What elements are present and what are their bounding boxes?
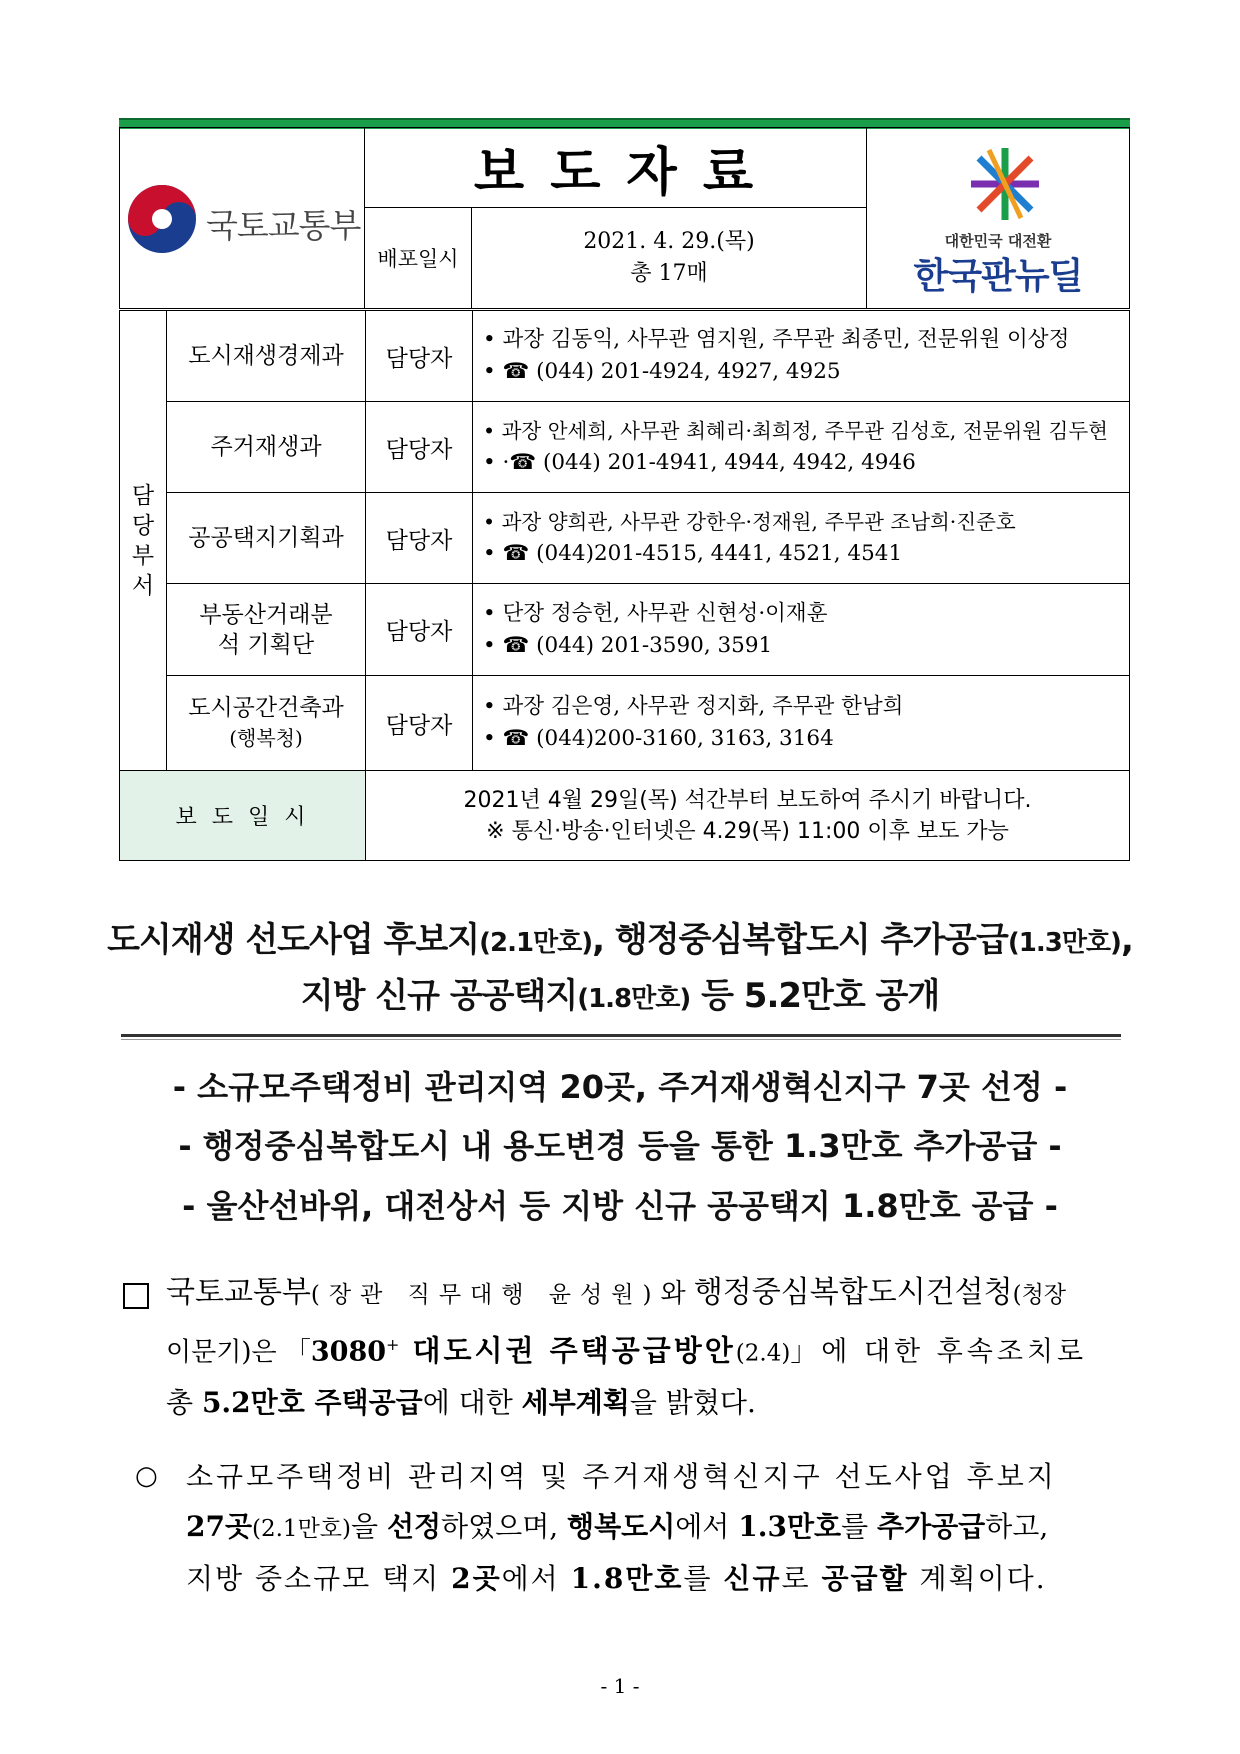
headline-text: , 행정중심복합도시 추가공급: [592, 920, 1008, 960]
headline-paren: (1.8만호): [577, 984, 691, 1014]
para2-text: 에서: [501, 1562, 571, 1595]
embargo-line2: ※ 통신·방송·인터넷은 4.29(목) 11:00 이후 보도 가능: [486, 818, 1009, 844]
dept-role: 담당자: [366, 584, 473, 676]
headline-paren: (1.3만호): [1007, 928, 1121, 958]
para2-line1: 소규모주택정비 관리지역 및 주거재생혁신지구 선도사업 후보지: [186, 1460, 1057, 1493]
embargo-info: [366, 771, 1130, 861]
subheading: - 행정중심복합도시 내 용도변경 등을 통한 1.3만호 추가공급 -: [178, 1127, 1062, 1165]
release-info: [472, 208, 867, 309]
bullet-icon: •: [483, 419, 502, 443]
phone-icon: ☎: [502, 726, 537, 751]
phone-icon: ☎: [502, 359, 537, 384]
departments-label-cell: [120, 311, 167, 771]
headline-divider: [121, 1034, 1121, 1037]
doc-type-title: 보 도 자 료: [365, 128, 867, 208]
dept-staff: 과장 김은영, 사무관 정지화, 주무관 한남희: [502, 694, 904, 719]
para1-text: 이문기)은 「: [166, 1337, 311, 1368]
para1-text: 」에 대한 후속조치로: [790, 1336, 1088, 1368]
new-deal-slogan-small: 대한민국 대전환: [944, 232, 1052, 250]
bullet-icon: •: [483, 600, 503, 626]
page-count: 총 17매: [630, 261, 708, 286]
bullet-icon: •: [483, 510, 502, 534]
dept-phone: (044)201-4515, 4441, 4521, 4541: [536, 541, 903, 566]
subheading: - 소규모주택정비 관리지역 20곳, 주거재생혁신지구 7곳 선정 -: [172, 1068, 1068, 1106]
dept-name-text: 부동산거래분석 기획단: [199, 601, 333, 658]
bullet-icon: •: [483, 541, 503, 566]
dept-sub: (행복청): [229, 726, 303, 750]
para2-text: 에서: [675, 1510, 739, 1543]
release-label: 배포일시: [365, 208, 472, 309]
dept-name: 도시재생경제과: [167, 311, 366, 402]
dept-contact: [473, 493, 1130, 584]
para2-text: 를: [683, 1562, 724, 1595]
para2-text: 1.3만호: [738, 1510, 842, 1543]
bullet-icon: •: [483, 726, 503, 751]
dept-contact: [473, 402, 1130, 493]
headline-text: 도시재생 선도사업 후보지: [107, 920, 480, 960]
headline-text: 지방 신규 공공택지: [300, 976, 578, 1016]
para2-text: 1.8만호: [570, 1562, 684, 1595]
new-deal-star-icon: [965, 144, 1045, 224]
headline-line1: [0, 912, 1240, 961]
para1-text: 국토교통부: [166, 1275, 311, 1310]
dept-contact: [473, 676, 1130, 771]
bullet-icon: •: [483, 450, 503, 475]
circle-bullet-icon: ○: [135, 1461, 158, 1491]
dept-staff: 단장 정승헌, 사무관 신현성·이재훈: [502, 600, 828, 626]
para2-text: 를: [841, 1510, 878, 1543]
para1-text: 5.2만호 주택공급: [201, 1386, 423, 1420]
dept-name: 공공택지기획과: [167, 493, 366, 584]
subheading: - 울산선바위, 대전상서 등 지방 신규 공공택지 1.8만호 공급 -: [182, 1187, 1058, 1225]
embargo-line1: 2021년 4월 29일(목) 석간부터 보도하여 주시기 바랍니다.: [463, 787, 1032, 813]
para2-text: 하였으며,: [441, 1510, 568, 1543]
para2-text: 신규: [723, 1562, 782, 1595]
dept-phone: (044) 201-4924, 4927, 4925: [536, 359, 841, 384]
para2-text: (2.1만호): [252, 1516, 351, 1542]
para2-text: 선정: [386, 1510, 442, 1543]
dept-name: 주거재생과: [167, 402, 366, 493]
dept-phone: (044) 201-4941, 4944, 4942, 4946: [542, 450, 916, 475]
para1-text: 세부계획: [521, 1386, 630, 1420]
dept-role: 담당자: [366, 676, 473, 771]
press-header-table: [119, 127, 1130, 309]
headline-paren: (2.1만호): [479, 928, 593, 958]
para1-text: 와: [660, 1279, 694, 1309]
paragraph-1: [166, 1268, 1126, 1428]
para1-text: 행정중심복합도시건설청: [693, 1275, 1013, 1310]
para1-text: (청장: [1012, 1282, 1067, 1308]
ministry-logo-cell: [120, 128, 365, 309]
para2-text: 공급할: [821, 1562, 909, 1595]
bullet-icon: •: [483, 694, 503, 719]
dept-phone: (044) 201-3590, 3591: [536, 632, 773, 658]
departments-label: 담당부서: [131, 482, 155, 599]
dept-role: 담당자: [366, 493, 473, 584]
dept-staff: 과장 김동익, 사무관 염지원, 주무관 최종민, 전문위원 이상정: [502, 327, 1070, 352]
dept-name: [167, 584, 366, 676]
para2-text: 하고,: [985, 1510, 1049, 1543]
para1-text: 3080: [310, 1336, 387, 1368]
bullet-icon: •: [483, 632, 503, 658]
new-deal-logo-cell: [867, 128, 1130, 309]
dept-name: [167, 676, 366, 771]
para1-text: (장관 직무대행 윤성원): [310, 1282, 661, 1308]
checkbox-bullet-icon: [123, 1283, 149, 1309]
ministry-emblem-icon: [126, 183, 198, 255]
dept-role: 담당자: [366, 402, 473, 493]
headline-divider-thin: [121, 1039, 1121, 1040]
contacts-table: [119, 310, 1130, 861]
paragraph-2: [186, 1452, 1126, 1604]
dept-staff: 과장 양희관, 사무관 강한우·정재원, 주무관 조남희·진준호: [501, 510, 1016, 534]
para2-text: 지방 중소규모 택지: [186, 1562, 452, 1595]
para2-text: 을: [350, 1510, 387, 1543]
para1-text: 을 밝혔다.: [629, 1386, 756, 1420]
phone-icon: ☎: [502, 541, 537, 566]
bullet-icon: •: [483, 327, 503, 352]
para1-text: 에 대한: [422, 1386, 522, 1420]
ministry-name: 국토교통부: [206, 206, 361, 245]
para2-text: 2곳: [451, 1562, 502, 1595]
para1-text: (2.4): [735, 1340, 791, 1367]
page-number: - 1 -: [600, 1674, 640, 1698]
dept-phone: (044)200-3160, 3163, 3164: [536, 726, 834, 751]
new-deal-slogan: 한국판뉴딜: [913, 256, 1083, 297]
phone-icon: ·☎: [502, 450, 543, 475]
para2-text: 추가공급: [877, 1510, 986, 1543]
para2-text: 27곳: [186, 1510, 253, 1543]
headline-line2: [0, 968, 1240, 1017]
para1-text: 총: [166, 1386, 202, 1420]
para2-text: 계획이다.: [908, 1562, 1047, 1595]
para2-text: 로: [781, 1562, 822, 1595]
embargo-label: 보 도 일 시: [120, 771, 366, 861]
bullet-icon: •: [483, 359, 503, 384]
dept-staff: 과장 안세희, 사무관 최혜리·최희정, 주무관 김성호, 전문위원 김두현: [501, 419, 1108, 443]
dept-contact: [473, 311, 1130, 402]
para1-text: +: [386, 1335, 400, 1354]
headline-text: ,: [1120, 920, 1133, 960]
release-date: 2021. 4. 29.(목): [583, 229, 755, 254]
headline-text: 등 5.2만호 공개: [690, 976, 940, 1016]
para2-text: 행복도시: [567, 1510, 676, 1543]
dept-contact: [473, 584, 1130, 676]
phone-icon: ☎: [502, 632, 537, 658]
dept-role: 담당자: [366, 311, 473, 402]
para1-text: 대도시권 주택공급방안: [399, 1333, 736, 1368]
dept-name-text: 도시공간건축과: [188, 695, 344, 721]
